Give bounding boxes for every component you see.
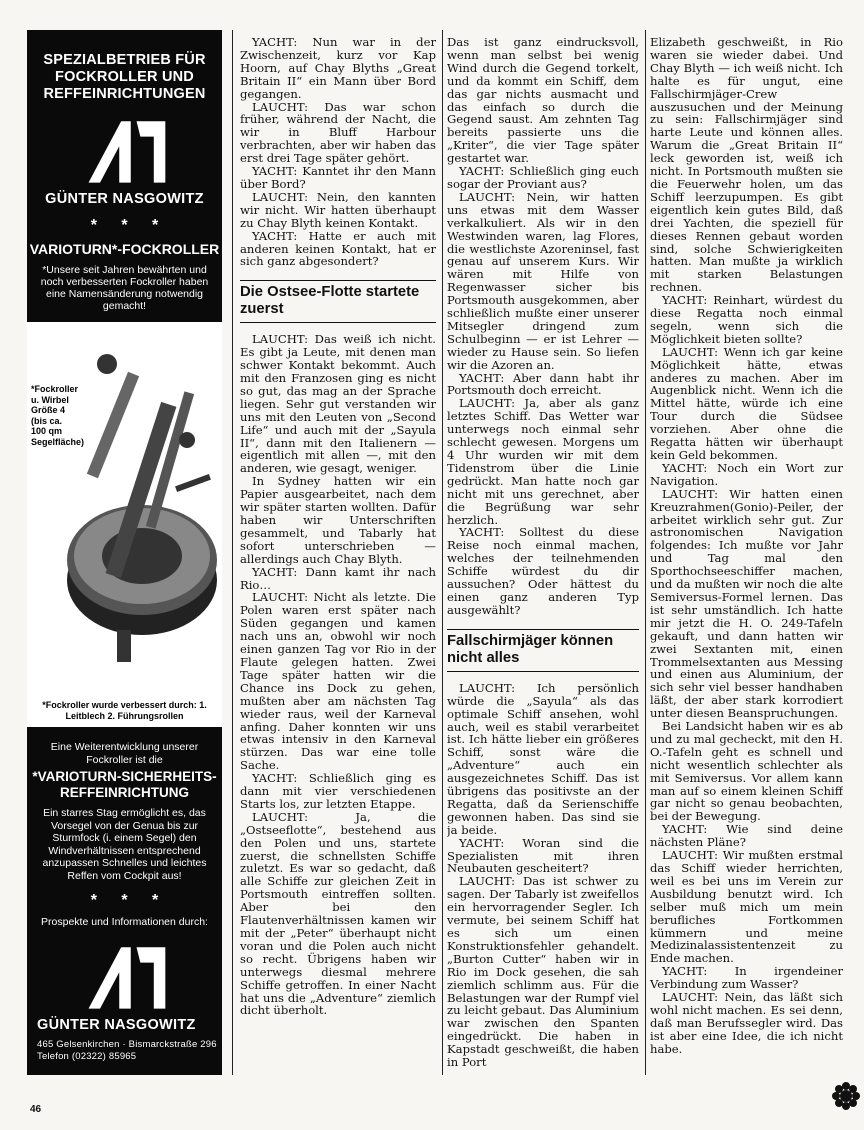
- paragraph: YACHT: Schließlich ging euch sogar der Proviant aus?: [447, 164, 639, 191]
- ad-product-name: VARIOTURN*-FOCKROLLER: [29, 241, 220, 257]
- ad-headline: SPEZIALBETRIEB FÜR FOCKROLLER UND REFFEINRICHTUNGEN: [43, 52, 206, 102]
- paragraph: Das ist ganz eindrucksvoll, wenn man selbst bei wenig Wind durch die Gegend torkelt, und da kommt ein Schiff, dem das gar nichts ausmacht und das einfach so durch die Gegend saust. Am zehnten Tag bereits passierte uns die „Kriter“, die vier Tage später gestartet war.: [447, 36, 639, 166]
- paragraph: LAUCHT: Ja, aber als ganz letztes Schiff. Das Wetter war unterwegs noch einmal sehr schlecht gewesen. Morgens um 4 Uhr wurden wir mit dem Tidenstrom über die Linie gedrückt. Man hatte noch gar nicht mit uns gerechnet, aber die Begrüßung war sehr herzlich.: [447, 396, 639, 527]
- paragraph: LAUCHT: Nein, das läßt sich wohl nicht machen. Es sei denn, daß man Berufssegler wird. Das ist aber eine Idee, die ich nicht habe.: [650, 990, 843, 1056]
- ad-brand: GÜNTER NASGOWITZ: [45, 191, 204, 207]
- article-column-2: [447, 36, 639, 1100]
- paragraph: LAUCHT: Das ist schwer zu sagen. Der Tabarly ist zweifellos ein hervorragender Segler. Ich vermute, bei seinem Schiff hat es sich um einen Konstruktionsfehler gehandelt. „Burton Cutter“ haben wir in Rio im Dock gesehen, die sah ziemlich schlimm aus. Für die Belastungen war der Rumpf viel zu leicht gebaut. Das Aluminium war zwischen den Spanten eingedrückt. Die haben in Kapstadt geschweißt, die haben in Port: [447, 874, 639, 1070]
- ad-brand-2: GÜNTER NASGOWITZ: [37, 1017, 196, 1033]
- column-rule: [645, 30, 646, 1075]
- company-logo-icon: [77, 117, 173, 185]
- ad-prospects: Prospekte und Informationen durch:: [41, 916, 208, 928]
- paragraph: LAUCHT: Nicht als letzte. Die Polen waren erst später nach Süden gegangen und kamen nach uns an, obwohl wir noch einen ganzen Tag vor Rio in der Flaute gelegen hatten. Zwei Tage später hatten wir die Chance ins Dock zu gehen, mußten aber am nächsten Tag wieder raus, weil der Karneval anfing. Daher konnten wir uns etwas intensiv in den Karneval stürzen. Das war eine tolle Sache.: [240, 590, 436, 773]
- ad-product-name-2: *VARIOTURN-SICHERHEITS-REFFEINRICHTUNG: [32, 769, 217, 800]
- paragraph: Elizabeth geschweißt, in Rio waren sie wieder dabei. Und Chay Blyth — ich weiß nicht. Ich halte es für ungut, eine Fallschirmjäger-Crew auszusuchen und der Meinung zu sein: Fallschirmjäger sind harte Leute und können alles. Warum die „Great Britain II“ leck geworden ist, weiß ich nicht. In Portsmouth mußten sie die Feuerwehr holen, um das Schiff leerzupumpen. Es gibt eigentlich kein gutes Bild, daß drei Yachten, die speziell für dieses Rennen gebaut worden sind, solche Schwierigkeiten hatten. Man mußte ja wirklich mit starken Belastungen rechnen.: [650, 36, 843, 295]
- subheading: Die Ostsee-Flotte startete zuerst: [240, 280, 436, 323]
- paragraph: YACHT: Dann kamt ihr nach Rio…: [240, 564, 436, 592]
- ad-description-2: Ein starres Stag ermöglicht es, das Vorsegel von der Genua bis zur Sturmfock (i. einem Segel) den Windverhältnissen entsprechend anzupassen Schnelles und leichtes Reffen vom Cockpit aus!: [42, 807, 207, 882]
- page-number: 46: [30, 1104, 42, 1115]
- ad-address-line2: Telefon (02322) 85965: [37, 1051, 137, 1062]
- paragraph: YACHT: Kanntet ihr den Mann über Bord?: [240, 164, 436, 191]
- paragraph: LAUCHT: Nein, den kannten wir nicht. Wir hatten überhaupt zu Chay Blyth keinen Kontakt.: [240, 189, 436, 230]
- column-rule: [442, 30, 443, 1075]
- paragraph: YACHT: Woran sind die Spezialisten mit ihren Neubauten gescheitert?: [447, 835, 639, 876]
- paragraph: YACHT: Schließlich ging es dann mit vier verschiedenen Starts los, zur letzten Etappe.: [240, 771, 436, 811]
- paragraph: YACHT: Reinhart, würdest du diese Regatta noch einmal segeln, wenn sich die Möglichkeit bieten sollte?: [650, 293, 843, 346]
- paragraph: LAUCHT: Wenn ich gar keine Möglichkeit hätte, etwas anderes zu machen. Aber im Augenblick nicht. Wenn ich die Mittel hätte, würde ich eine Tour durch die Südsee vorziehen. Aber ohne die Regatta hätten wir überhaupt kein Geld bekommen.: [650, 344, 843, 462]
- paragraph: YACHT: Nun war in der Zwischenzeit, kurz vor Kap Hoorn, auf Chay Blyths „Great Britain II“ ein Mann über Bord gegangen.: [240, 36, 436, 101]
- paragraph: YACHT: Wie sind deine nächsten Pläne?: [650, 822, 843, 850]
- paragraph: In Sydney hatten wir ein Papier ausgearbeitet, nach dem wir später starten wollten. Dafür haben wir Unterschriften gesammelt, und Tabarly hat sofort unterschrieben — allerdings auch Chay Blyth.: [240, 474, 436, 566]
- column-rule: [232, 30, 233, 1075]
- paragraph: LAUCHT: Das war schon früher, während der Nacht, die wir in Bluff Harbour verbrachten, aber wir haben das erst drei Tage später gehört.: [240, 99, 436, 166]
- ad-lead: Eine Weiterentwicklung unserer Fockroller ist die: [50, 741, 199, 766]
- company-logo-icon-2: [77, 943, 173, 1011]
- paragraph: LAUCHT: Das weiß ich nicht. Es gibt ja Leute, mit denen man schwer Kontakt bekommt. Auch mit den Franzosen ging es nicht so gut, das mag an der Sprache liegen. Sehr gut verstanden wir uns mit den Leuten von „Second Life“ und auch mit der „Sayula II“, dann mit den Italienern — eigentlich mit allen —, mit den anderen, wie gesagt, weniger.: [240, 332, 436, 476]
- paragraph: YACHT: In irgendeiner Verbindung zum Wasser?: [650, 964, 843, 992]
- paragraph: LAUCHT: Wir hatten einen Kreuzrahmen(Gonio)-Peiler, der arbeitet wirklich sehr gut. Zur astronomischen Navigation folgendes: Ich mußte vor Jahr und Tag mal den Sporthochseeschiffer machen, und da mußten wir noch die alte Semiversus-Formel lernen. Das ist sehr umständlich. Ich hatte mir jetzt die H. O. 249-Tafeln gekauft, und dann hatten wir zwei Sextanten mit, einen Trommelsextanten aus Messing und einen aus Aluminium, der sich sehr viel besser handhaben läßt, der aber stark korrodiert unter diesen Beanspruchungen.: [650, 486, 843, 721]
- ad-caption-top: *Fockroller u. Wirbel Größe 4 (bis ca. 100 qm Segelfläche): [31, 384, 85, 447]
- paragraph: Bei Landsicht haben wir es ab und zu mal gecheckt, mit den H. O.-Tafeln geht es schnell und nicht wesentlich schlechter als mit Semiversus. Vor allem kann man auf so einem kleinen Schiff gar nicht so genau beobachten, bei der Bewegung.: [650, 719, 843, 824]
- paragraph: YACHT: Noch ein Wort zur Navigation.: [650, 460, 843, 488]
- article-column-1: [240, 36, 436, 1100]
- subheading: Fallschirmjäger können nicht alles: [447, 629, 639, 672]
- article-column-3: [650, 36, 843, 1100]
- paragraph: YACHT: Hatte er auch mit anderen keinen Kontakt, hat er sich ganz abgesondert?: [240, 228, 436, 269]
- product-photo-area: [27, 322, 222, 727]
- ad-caption-bottom: *Fockroller wurde verbessert durch: 1. Leitblech 2. Führungsrollen: [42, 700, 207, 721]
- paragraph: YACHT: Solltest du diese Reise noch einmal machen, welches der teilnehmenden Schiffe würdest du dir aussuchen? Oder hättest du einen ganz anderen Typ ausgewählt?: [447, 525, 639, 617]
- advertisement: [27, 30, 222, 1075]
- paragraph: LAUCHT: Wir mußten erstmal das Schiff wieder herrichten, weil es bei uns im Verein zur Ausbildung benutzt wird. Ich selber muß mich um mein berufliches Fortkommen kümmern und meine Medizinalassistentenzeit zu Ende machen.: [650, 848, 843, 966]
- ad-stars-2: * * *: [90, 892, 169, 909]
- paragraph: LAUCHT: Ich persönlich würde die „Sayula“ als das optimale Schiff ansehen, wohl auch, weil es stabil verarbeitet ist. Ich hätte lieber ein größeres Schiff, sonst wäre die „Adventure“ auch ein ausgezeichnetes Schiff. Das ist übrigens das positivste an der Regatta, daß da Serienschiffe gewonnen haben. Das sind sie ja beide.: [447, 680, 639, 837]
- ad-address-line1: 465 Gelsenkirchen · Bismarckstraße 296: [37, 1039, 217, 1050]
- fockroller-image: [47, 330, 219, 665]
- ad-stars: * * *: [90, 217, 169, 234]
- paragraph: YACHT: Aber dann habt ihr Portsmouth doch erreicht.: [447, 370, 639, 398]
- paragraph: LAUCHT: Nein, wir hatten uns etwas mit dem Wasser verkalkuliert. Als wir in den Westwinden waren, lag Flores, die westlichste Azoreninsel, fast genau auf unserem Kurs. Wir wären mit Hilfe von Regenwasser sicher bis Portsmouth ausgekommen, aber schließlich mußte einer unserer Mitsegler dringend zum Schulbeginn — er ist Lehrer — wieder zu Hause sein. So liefen wir die Azoren an.: [447, 189, 639, 372]
- end-mark-icon: [832, 1082, 860, 1110]
- ad-description: *Unsere seit Jahren bewährten und noch verbesserten Fockroller haben eine Namensänderung notwendig gemacht!: [40, 264, 209, 312]
- paragraph: LAUCHT: Ja, die „Ostseeflotte“, bestehend aus den Polen und uns, startete zuerst, die schnellsten Schiffe zuletzt. Es war so gedacht, daß alle Schiffe zur gleichen Zeit in Portsmouth eintreffen sollten. Aber bei den Flautenverhältnissen kamen wir mit der „Peter“ überhaupt nicht voran und die Polen auch nicht so recht. Übrigens haben wir unterwegs diesmal mehrere Schiffe getroffen. In einer Nacht hat uns die „Adventure“ ziemlich dicht überholt.: [240, 809, 436, 1018]
